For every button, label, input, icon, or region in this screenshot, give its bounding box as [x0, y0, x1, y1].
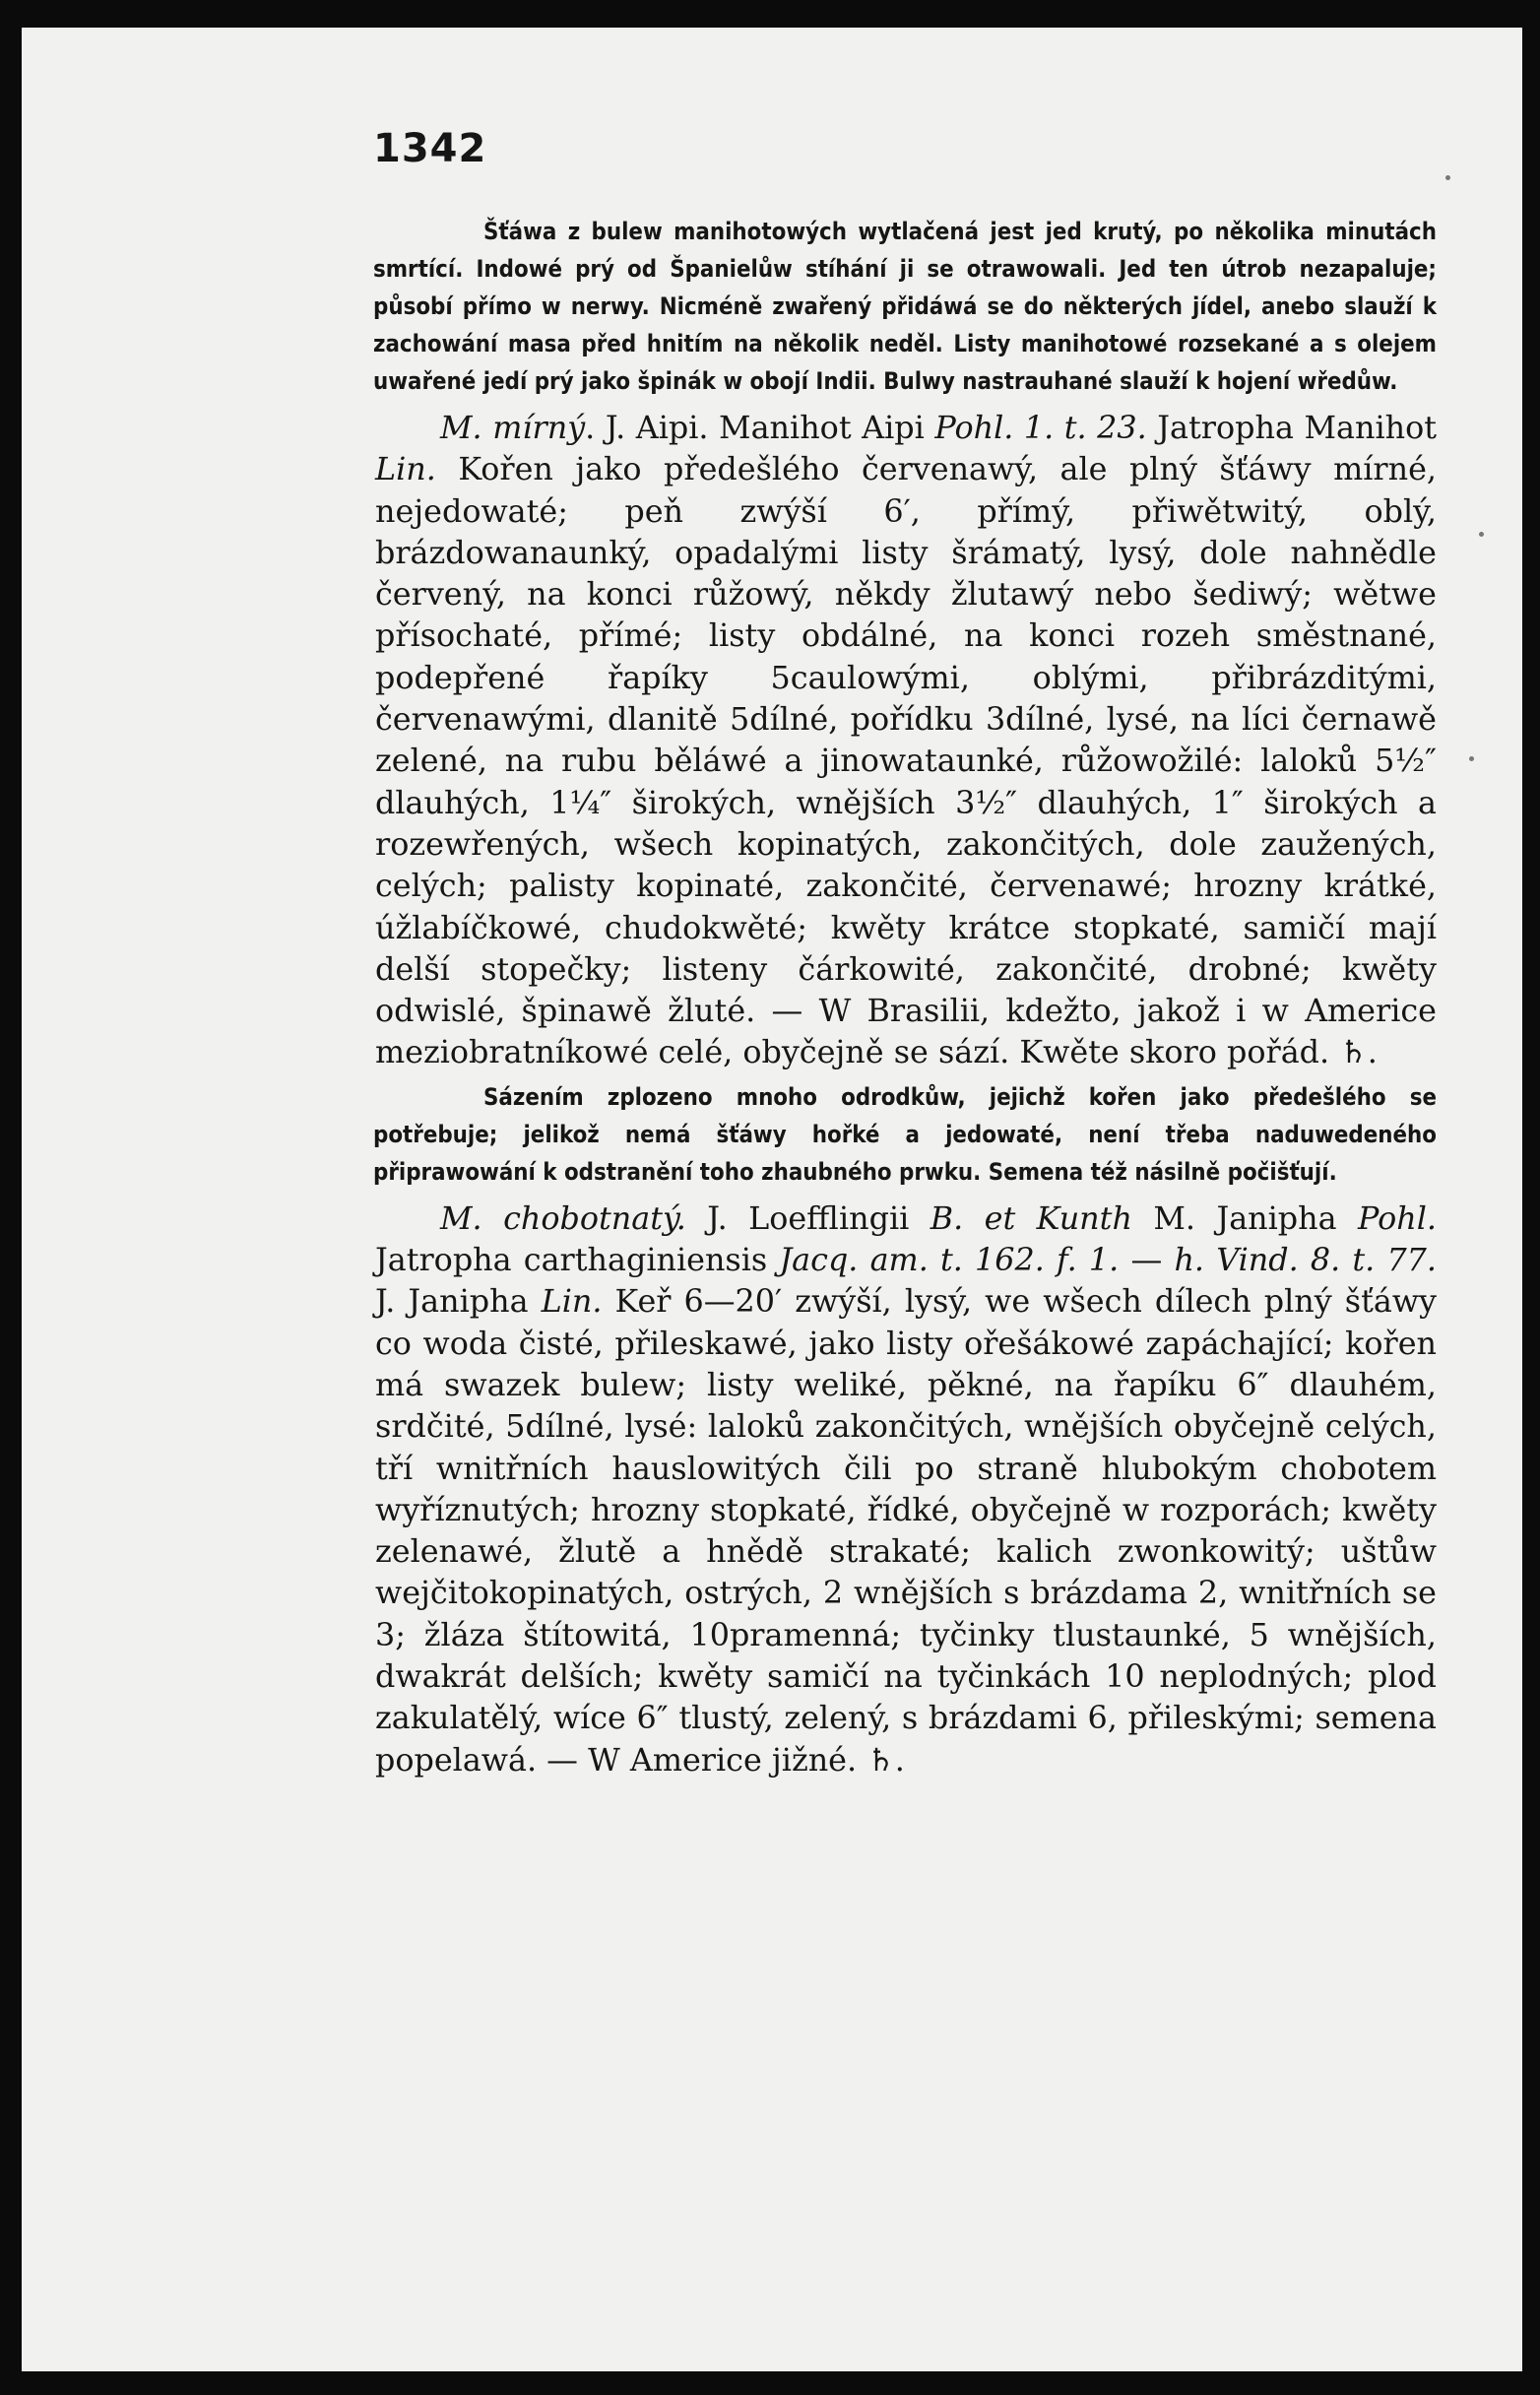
species-manihot-aipi: M. mírný. J. Aipi. Manihot Aipi Pohl. 1. t. 23. Jatropha Manihot Lin. Kořen jako předešlého červenawý, ale plný šťáwy mírné, nejedowaté; peň zwýší 6′, přímý, přiwětwitý, oblý, brázdowanaunký, opadalými listy šrámatý, lysý, dole nahnědle červený, na konci růžowý, někdy žlutawý nebo šediwý; wětwe přísochaté, přímé; listy obdálné, na konci rozeh směstnané, podepřené řapíky 5caulowými, oblými, přibrázditými, červenawými, dlanitě 5dílné, pořídku 3dílné, lysé, na líci černawě zelené, na rubu běláwé a jinowataunké, růžowožilé: laloků 5½″ dlauhých, 1¼″ širokých, wnějších 3½″ dlauhých, 1″ širokých a rozewřených, wšech kopinatých, zakončitých, dole zaužených, celých; palisty kopinaté, zakončité, červenawé; hrozny krátké, úžlabíčkowé, chudokwěté; kwěty krátce stopkaté, samičí mají delší stopečky; listeny čárkowité, zakončité, drobné; kwěty odwislé, špinawě žluté. — W Brasilii, kdežto, jakož i w Americe meziobratníkowé celé, obyčejně se sází. Kwěte skoro pořád. ♄.	[375, 410, 1438, 1071]
species-name: M. mírný	[440, 410, 586, 446]
species-description: Keř 6—20′ zwýší, lysý, we wšech dílech plný šťáwy co woda čisté, přileskawé, jako listy ořešákowé zapáchající; kořen má swazek bulew; listy weliké, pěkné, na řapíku 6″ dlauhém, srdčité, 5dílné, lysé: laloků zakončitých, wnějších obyčejně celých, tří wnitřních hauslowitých čili po straně hlubokým chobotem wyříznutých; hrozny stopkaté, řídké, obyčejně w rozporách; kwěty zelenawé, žlutě a hnědě strakaté; kalich zwonkowitý; uštůw wejčitokopinatých, ostrých, 2 wnějších s brázdama 2, wnitřních se 3; žláza štítowitá, 10pramenná; tyčinky tlustaunké, 5 wnějších, dwakrát delších; kwěty samičí na tyčinkách 10 neplodných; plod zakulatělý, wíce 6″ tlustý, zelený, s brázdami 6, přileskými; semena popelawá. — W Americe jižné. ♄.	[375, 1283, 1437, 1779]
paper-speck	[1445, 175, 1450, 180]
species-linnaeus: Lin.	[375, 451, 436, 488]
synonym-authority: B. et Kunth	[930, 1199, 1132, 1237]
synonym-authority: Pohl.	[1358, 1199, 1438, 1237]
synonym: J. Loefflingii	[707, 1199, 910, 1237]
species-synonyms-2: Jatropha Manihot	[1157, 410, 1438, 446]
book-page	[22, 28, 1522, 2371]
synonym: M. Janipha	[1153, 1199, 1337, 1237]
cultivation-note: Sázením zplozeno mnoho odrodkůw, jejichž kořen jako předešlého se potřebuje; jelikož nemá šťáwy hořké a jedowaté, není třeba naduwedeného připrawowání k odstranění toho zhaubného prwku. Semena též násilně počišťují.	[373, 1082, 1437, 1186]
synonym-authority: h. Vind. 8. t. 77.	[1174, 1242, 1438, 1279]
species-manihot-janipha	[352, 1198, 1437, 1781]
species-linnaeus: Lin.	[541, 1283, 603, 1321]
synonym-authority: Jacq. am. t. 162. f. 1.	[779, 1242, 1120, 1279]
intro-paragraph: Šťáwa z bulew manihotowých wytlačená jest jed krutý, po několika minutách smrtící. Indowé prý od Španielůw stíhání ji se otrawowali. Jed ten útrob nezapaluje; působí přímo w nerwy. Nicméně zwařený přidáwá se do některých jídel, anebo slauží k zachowání masa před hnitím na několik neděl. Listy manihotowé rozsekané a s olejem uwařené jedí prý jako špinák w obojí Indii. Bulwy nastrauhané slauží k hojení wředůw.	[373, 218, 1437, 395]
paper-speck	[1469, 756, 1474, 761]
species-authority: Pohl. 1. t. 23.	[934, 410, 1147, 446]
synonym: Jatropha carthaginiensis	[375, 1242, 768, 1279]
page-content	[352, 126, 1437, 1781]
synonym: J. Janipha	[375, 1283, 529, 1321]
page-number: 1342	[373, 126, 487, 171]
species-description: Kořen jako předešlého červenawý, ale plný šťáwy mírné, nejedowaté; peň zwýší 6′, přímý, přiwětwitý, oblý, brázdowanaunký, opadalými listy šrámatý, lysý, dole nahnědle červený, na konci růžowý, někdy žlutawý nebo šediwý; wětwe přísochaté, přímé; listy obdálné, na konci rozeh směstnané, podepřené řapíky 5caulowými, oblými, přibrázditými, červenawými, dlanitě 5dílné, pořídku 3dílné, lysé, na líci černawě zelené, na rubu běláwé a jinowataunké, růžowožilé: laloků 5½″ dlauhých, 1¼″ širokých, wnějších 3½″ dlauhých, 1″ širokých a rozewřených, wšech kopinatých, zakončitých, dole zaužených, celých; palisty kopinaté, zakončité, červenawé; hrozny krátké, úžlabíčkowé, chudokwěté; kwěty krátce stopkaté, samičí mají delší stopečky; listeny čárkowité, zakončité, drobné; kwěty odwislé, špinawě žluté. — W Brasilii, kdežto, jakož i w Americe meziobratníkowé celé, obyčejně se sází. Kwěte skoro pořád. ♄.	[375, 451, 1437, 1071]
species-name: M. chobotnatý.	[440, 1199, 686, 1237]
paper-speck	[1479, 532, 1484, 537]
species-synonyms: J. Aipi. Manihot Aipi	[605, 410, 925, 446]
dash: —	[1130, 1242, 1163, 1279]
